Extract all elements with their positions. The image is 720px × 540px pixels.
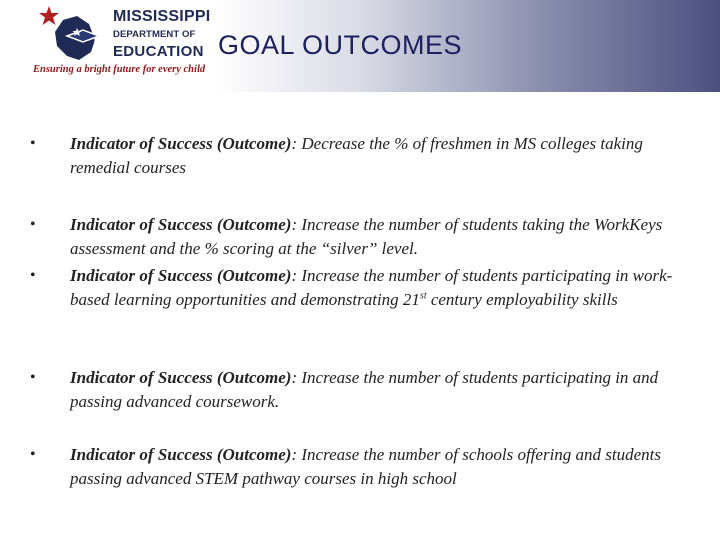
bullet-icon: • [30, 216, 36, 233]
bullet-icon: • [30, 369, 36, 386]
bullet-lead: Indicator of Success (Outcome) [70, 368, 292, 387]
mde-logo [33, 6, 211, 86]
bullet-lead: Indicator of Success (Outcome) [70, 266, 292, 285]
bullet-text-continued: century employability skills [426, 290, 618, 309]
logo-tagline: Ensuring a bright future for every child [33, 64, 206, 75]
bullet-icon: • [30, 446, 36, 463]
bullet-text: : Increase the number of students participating in work-based learning opportunities and demonstrating 21 [70, 266, 673, 309]
bullet-item [30, 264, 690, 312]
bullet-text: : Decrease the % of freshmen in MS colleges taking remedial courses [70, 134, 643, 177]
header-banner [0, 0, 720, 92]
slide-title: GOAL OUTCOMES [218, 30, 463, 60]
mississippi-state-icon [33, 6, 113, 64]
bullet-item [30, 213, 690, 261]
bullet-lead: Indicator of Success (Outcome) [70, 134, 292, 153]
bullet-superscript: st [419, 290, 427, 302]
bullet-icon: • [30, 267, 36, 284]
bullet-item [30, 132, 690, 180]
logo-text-department: DEPARTMENT OF [113, 29, 196, 40]
logo-text-education: EDUCATION [113, 43, 204, 60]
bullet-item [30, 366, 690, 414]
bullet-icon: • [30, 135, 36, 152]
bullet-item [30, 443, 690, 491]
logo-text-mississippi: MISSISSIPPI [113, 8, 211, 25]
bullet-text: : Increase the number of students taking the WorkKeys assessment and the % scoring at the “silver” level. [70, 215, 663, 258]
bullet-text: : Increase the number of students participating in and passing advanced coursework. [70, 368, 659, 411]
bullet-text: : Increase the number of schools offering and students passing advanced STEM pathway courses in high school [70, 445, 662, 488]
bullet-lead: Indicator of Success (Outcome) [70, 445, 292, 464]
bullet-lead: Indicator of Success (Outcome) [70, 215, 292, 234]
